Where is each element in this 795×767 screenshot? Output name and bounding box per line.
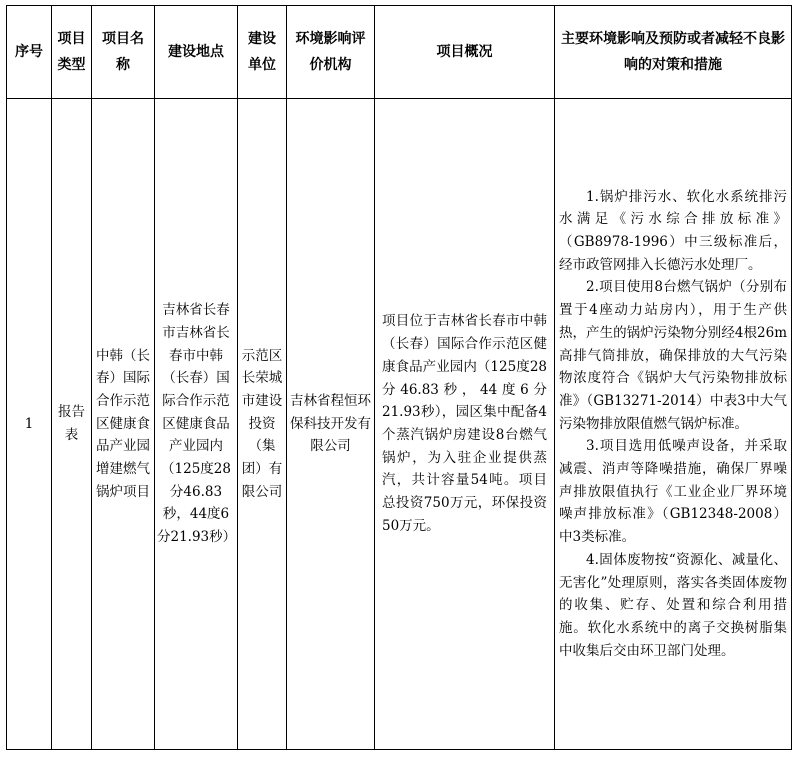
cell-location: 吉林省长春市吉林省长春市中韩（长春）国际合作示范区健康食品产业园内（125度28分46.83秒，44度6分21.93秒） — [155, 99, 238, 750]
header-unit: 建设单位 — [238, 6, 287, 99]
table-row — [7, 99, 792, 750]
header-location: 建设地点 — [155, 6, 238, 99]
measure-item: 3.项目选用低噪声设备，并采取减震、消声等降噪措施，确保厂界噪声排放限值执行《工业企业厂界环境噪声排放标准》（GB12348-2008）中3类标准。 — [559, 438, 787, 546]
header-measures: 主要环境影响及预防或者减轻不良影响的对策和措施 — [555, 6, 792, 99]
cell-agency: 吉林省程恒环保科技开发有限公司 — [287, 99, 375, 750]
project-table — [6, 5, 792, 750]
measure-item: 4.固体废物按“资源化、减量化、无害化”处理原则，落实各类固体废物的收集、贮存、处置和综合利用措施。软化水系统中的离子交换树脂集中收集后交由环卫部门处理。 — [559, 551, 787, 659]
cell-unit: 示范区长荣城市建设投资（集团）有限公司 — [238, 99, 287, 750]
header-type: 项目类型 — [52, 6, 92, 99]
header-name: 项目名称 — [92, 6, 155, 99]
measure-item: 1.锅炉排污水、软化水系统排污水满足《污水综合排放标准》（GB8978-1996）中三级标准后，经市政管网排入长德污水处理厂。 — [559, 188, 787, 273]
cell-measures — [555, 99, 792, 750]
header-agency: 环境影响评价机构 — [287, 6, 375, 99]
measure-item: 2.项目使用8台燃气锅炉（分别布置于4座动力站房内），用于生产供热，产生的锅炉污染物分别经4根26m高排气筒排放，确保排放的大气污染物浓度符合《锅炉大气污染物排放标准》（GB13271-2014）中表3中大气污染物排放限值燃气锅炉标准。 — [559, 279, 787, 432]
cell-overview: 项目位于吉林省长春市中韩（长春）国际合作示范区健康食品产业园内（125度28分46.83秒，44度6分21.93秒），园区集中配备4个蒸汽锅炉房建设8台燃气锅炉，为入驻企业提供蒸汽，共计容量54吨。项目总投资750万元，环保投资50万元。 — [375, 99, 555, 750]
header-seq: 序号 — [7, 6, 52, 99]
header-row — [7, 6, 792, 99]
header-overview: 项目概况 — [375, 6, 555, 99]
cell-type: 报告表 — [52, 99, 92, 750]
cell-seq: 1 — [7, 99, 52, 750]
cell-name: 中韩（长春）国际合作示范区健康食品产业园增建燃气锅炉项目 — [92, 99, 155, 750]
